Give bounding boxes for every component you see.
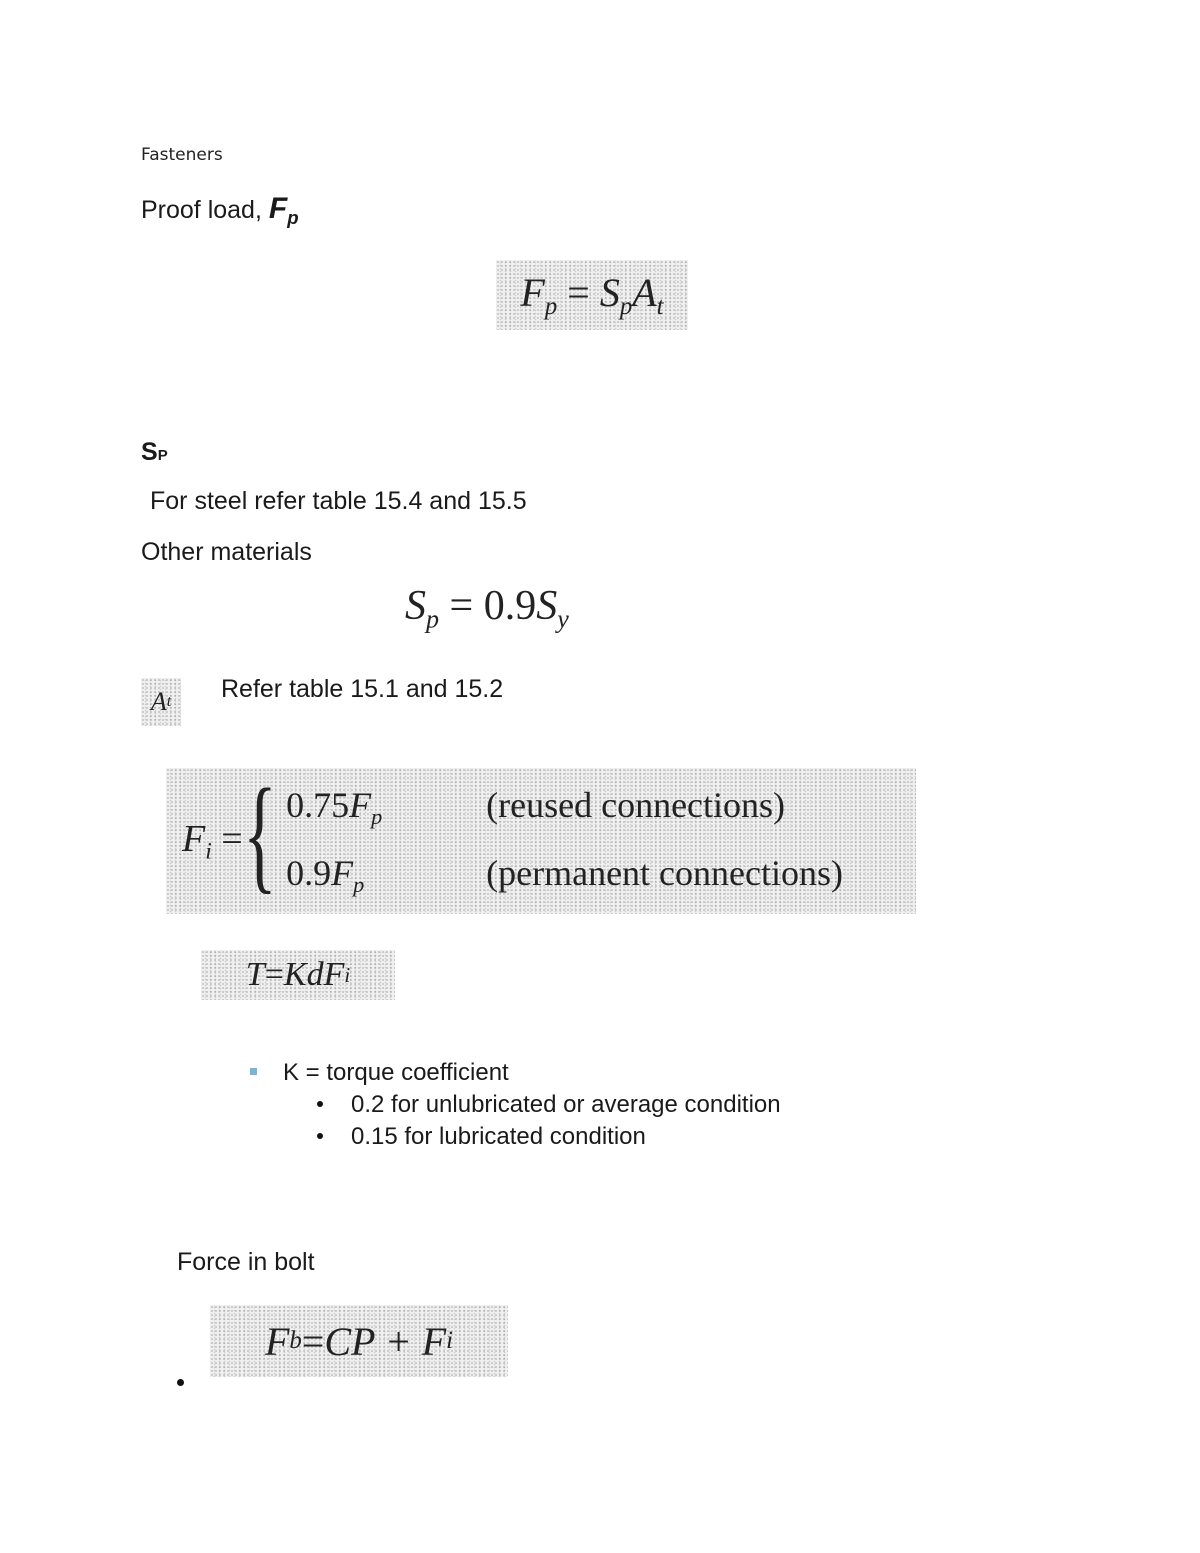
case-reused-value: $0.75F_p$: [286, 784, 383, 829]
proof-load-symbol: $F_p$: [268, 192, 299, 228]
subitem-lubricated: 0.15 for lubricated condition: [317, 1123, 646, 1151]
equation-torque: T = KdF i: [201, 950, 395, 1000]
equation-preload-cases: [166, 763, 916, 914]
equation-proof-load: $F_p = S_pA_t$: [496, 260, 688, 330]
case-permanent-note: (permanent connections): [486, 853, 843, 893]
sp-heading: SP: [141, 438, 168, 466]
preload-lhs: $F_i$ =: [182, 817, 243, 865]
bullet-dot-icon: [317, 1101, 323, 1107]
document-title: Fasteners: [141, 145, 223, 165]
steel-note: For steel refer table 15.4 and 15.5: [150, 487, 527, 515]
square-bullet-icon: [250, 1068, 257, 1075]
tensile-area-note: Refer table 15.1 and 15.2: [221, 675, 504, 703]
other-materials-label: Other materials: [141, 538, 312, 566]
tensile-area-symbol: A t: [141, 678, 181, 726]
preload-cases: [286, 784, 843, 898]
equation-proof-strength: $S_p = 0.9S_y$: [405, 583, 569, 634]
case-permanent-value: $0.9F_p$: [286, 853, 365, 898]
proof-load-heading: [141, 192, 299, 229]
empty-bullet-dot-icon: [177, 1379, 184, 1386]
force-in-bolt-label: Force in bolt: [177, 1248, 315, 1276]
equation-bolt-force: F b = CP + F i: [210, 1305, 508, 1377]
subitem-unlubricated: 0.2 for unlubricated or average condition: [317, 1091, 781, 1119]
proof-load-label: Proof load,: [141, 196, 269, 224]
torque-coefficient-item: K = torque coefficient: [250, 1059, 509, 1087]
case-reused-note: (reused connections): [486, 784, 786, 825]
bullet-dot-icon: [317, 1133, 323, 1139]
left-brace: {: [242, 763, 277, 905]
